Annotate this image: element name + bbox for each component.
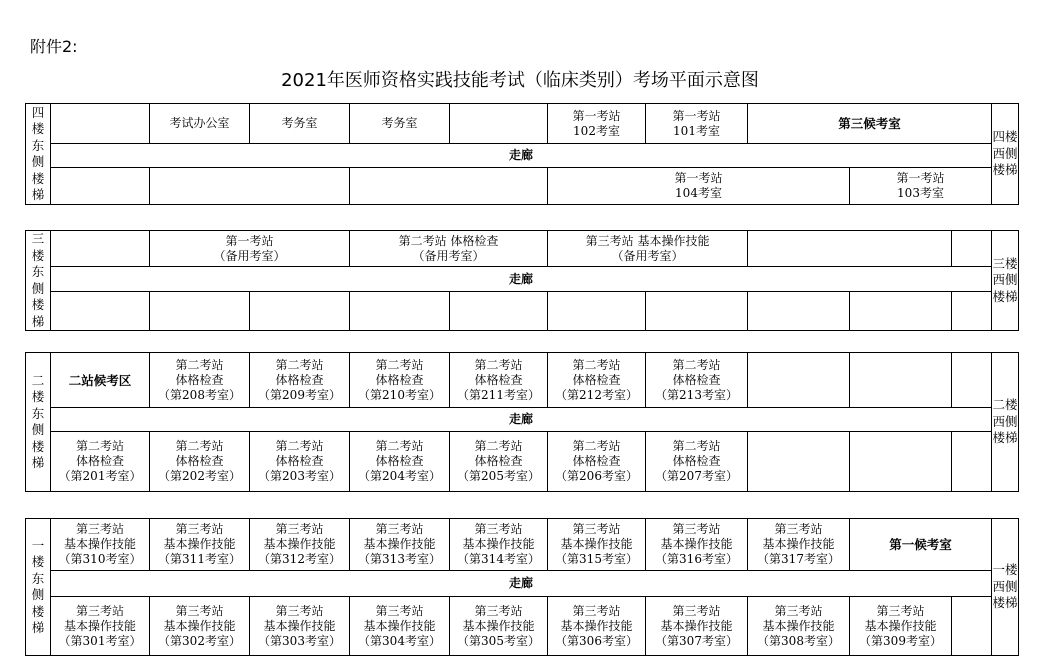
room-312 [250,519,350,571]
room-empty [952,432,992,492]
room-empty [51,104,150,144]
room-206 [548,432,646,492]
room-number: （第211考室） [457,387,540,402]
room-number: （第311考室） [158,552,241,566]
room-213 [646,353,748,408]
room-number: （第212考室） [555,387,638,402]
room-number: （第213考室） [655,387,738,402]
room-empty [548,292,646,331]
subject-label: 体格检查 [474,454,523,468]
room-empty [450,292,548,331]
station-label: 第三考站 [774,603,823,618]
room-empty [952,353,992,408]
room-empty [748,353,850,408]
station-label: 第二考站 [275,357,324,372]
subject-label: 基本操作技能 [560,537,633,551]
room-number: （第302考室） [158,633,241,648]
room-number: （第309考室） [859,633,942,648]
station-label: 第三考站 [474,522,523,536]
room-number: 104考室 [675,186,722,200]
room-207 [646,432,748,492]
room-number: （第201考室） [58,469,142,483]
station-label: 第三考站 [672,522,721,536]
backup-room-station-1 [150,231,350,267]
station-label: 第一考站 [896,171,945,185]
room-307 [646,597,748,656]
subject-label: 基本操作技能 [462,618,535,633]
room-empty [748,292,850,331]
room-303 [250,597,350,656]
room-number: （第316考室） [655,552,738,566]
room-empty [51,168,150,205]
east-stairs-4: 四楼东侧楼梯 [26,104,51,205]
room-empty [51,292,150,331]
west-stairs-1: 一楼西侧楼梯 [992,519,1019,656]
room-empty [748,231,952,267]
room-212 [548,353,646,408]
station-label: 第二考站 [672,439,721,453]
station-label: 第一考站 [672,108,721,123]
room-number: （第303考室） [258,633,341,648]
subject-label: 基本操作技能 [263,618,336,633]
waiting-room-1: 第一候考室 [850,519,992,571]
room-number: （第317考室） [757,552,840,566]
station-label: 第三考站 [876,603,925,618]
room-202 [150,432,250,492]
room-316 [646,519,748,571]
backup-room-station-3 [548,231,748,267]
room-102 [548,104,646,144]
subject-label: 体格检查 [175,372,224,387]
station-label: 第一考站 [572,108,621,123]
station-label: 第三考站 [474,603,523,618]
room-101 [646,104,748,144]
room-number: 101考室 [673,123,720,138]
room-number: （第301考室） [58,633,142,648]
floor-3-plan [25,230,1019,331]
room-number: （第314考室） [457,552,540,566]
room-201 [51,432,150,492]
station-label: 第三考站 [75,522,124,536]
room-number: （第207考室） [655,469,738,483]
room-208 [150,353,250,408]
exam-affairs-room: 考务室 [350,104,450,144]
subject-label: 体格检查 [572,372,621,387]
subject-label: 体格检查 [375,372,424,387]
room-number: （第310考室） [58,552,142,566]
room-304 [350,597,450,656]
room-number: （第315考室） [555,552,638,566]
station-label: 第二考站 [175,439,224,453]
room-205 [450,432,548,492]
corridor: 走廊 [51,571,992,597]
room-empty [850,353,952,408]
station-label: 第三考站 [572,522,621,536]
room-empty [850,432,952,492]
room-number: 103考室 [897,186,944,200]
room-302 [150,597,250,656]
room-number: （第313考室） [358,552,441,566]
room-308 [748,597,850,656]
station-label: 第三考站 [275,522,324,536]
room-number: （第206考室） [555,469,638,483]
room-204 [350,432,450,492]
station-label: 第二考站 [672,357,721,372]
room-number: 102考室 [573,123,620,138]
room-empty [450,104,548,144]
subject-label: 基本操作技能 [762,618,835,633]
room-313 [350,519,450,571]
station-label: 第三考站 [75,603,124,618]
room-empty [952,597,992,656]
room-306 [548,597,646,656]
room-number: （第307考室） [655,633,738,648]
room-number: （第209考室） [258,387,341,402]
subject-label: 基本操作技能 [163,618,236,633]
subject-label: 基本操作技能 [63,618,136,633]
room-209 [250,353,350,408]
subject-label: 体格检查 [275,454,324,468]
station-label: 第三考站 [175,522,224,536]
station-label: 第二考站 [572,357,621,372]
station-label: 第二考站 [375,439,424,453]
room-empty [150,168,350,205]
station-label: 第一考站 [225,233,274,248]
subject-label: 基本操作技能 [864,618,937,633]
subject-label: 体格检查 [175,454,224,468]
west-stairs-2: 二楼西侧楼梯 [992,353,1019,492]
subject-label: 体格检查 [572,454,621,468]
subject-label: 基本操作技能 [762,537,835,551]
room-note: （备用考室） [213,248,286,263]
room-note: （备用考室） [412,248,485,263]
room-number: （第208考室） [158,387,241,402]
attachment-label: 附件2: [30,37,78,56]
room-empty [952,292,992,331]
station-label: 第二考站 [275,439,324,453]
room-314 [450,519,548,571]
room-number: （第205考室） [457,469,540,483]
floor-2-plan [25,352,1019,492]
backup-room-station-2 [350,231,548,267]
room-empty [350,292,450,331]
station-label: 第三考站 [672,603,721,618]
east-stairs-2: 二楼东侧楼梯 [26,353,51,492]
room-number: （第203考室） [258,469,341,483]
room-empty [850,292,952,331]
station-label: 第三考站 [275,603,324,618]
station-label: 第三考站 基本操作技能 [585,233,710,248]
subject-label: 基本操作技能 [363,537,436,551]
room-empty [150,292,250,331]
station-label: 第三考站 [375,522,424,536]
station-label: 第三考站 [375,603,424,618]
room-number: （第305考室） [457,633,540,648]
room-empty [350,168,548,205]
station-label: 第一考站 [674,171,723,185]
station-label: 第二考站 体格检查 [398,233,499,248]
room-number: （第312考室） [258,552,341,566]
subject-label: 基本操作技能 [63,537,136,551]
subject-label: 体格检查 [474,372,523,387]
room-note: （备用考室） [611,248,684,263]
room-empty [250,292,350,331]
room-empty [748,432,850,492]
west-stairs-3: 三楼西侧楼梯 [992,231,1019,331]
station-label: 第三考站 [774,522,823,536]
room-305 [450,597,548,656]
room-317 [748,519,850,571]
subject-label: 体格检查 [275,372,324,387]
room-number: （第308考室） [757,633,840,648]
room-104 [548,168,850,205]
station-label: 第二考站 [474,439,523,453]
room-number: （第306考室） [555,633,638,648]
station-label: 第二考站 [572,439,621,453]
floor-4-plan [25,103,1019,205]
room-301 [51,597,150,656]
room-203 [250,432,350,492]
waiting-room-3: 第三候考室 [748,104,992,144]
east-stairs-1: 一楼东侧楼梯 [26,519,51,656]
room-310 [51,519,150,571]
room-311 [150,519,250,571]
exam-office: 考试办公室 [150,104,250,144]
station-label: 第二考站 [375,357,424,372]
station-label: 第三考站 [175,603,224,618]
room-309 [850,597,952,656]
floor-1-plan [25,518,1019,656]
room-number: （第204考室） [358,469,441,483]
station-label: 第二考站 [175,357,224,372]
subject-label: 基本操作技能 [560,618,633,633]
subject-label: 基本操作技能 [660,537,733,551]
waiting-area-2: 二站候考区 [51,353,150,408]
corridor: 走廊 [51,144,992,168]
room-211 [450,353,548,408]
corridor: 走廊 [51,408,992,432]
room-210 [350,353,450,408]
subject-label: 基本操作技能 [263,537,336,551]
west-stairs-4: 四楼西侧楼梯 [992,104,1019,205]
room-empty [646,292,748,331]
station-label: 第二考站 [75,439,124,453]
corridor: 走廊 [51,267,992,292]
east-stairs-3: 三楼东侧楼梯 [26,231,51,331]
room-number: （第202考室） [158,469,241,483]
subject-label: 基本操作技能 [462,537,535,551]
room-number: （第304考室） [358,633,441,648]
room-empty [51,231,150,267]
subject-label: 基本操作技能 [660,618,733,633]
subject-label: 基本操作技能 [363,618,436,633]
subject-label: 体格检查 [672,372,721,387]
subject-label: 体格检查 [75,454,124,468]
room-number: （第210考室） [358,387,441,402]
room-103 [850,168,992,205]
station-label: 第二考站 [474,357,523,372]
room-empty [952,231,992,267]
exam-affairs-room: 考务室 [250,104,350,144]
page-title: 2021年医师资格实践技能考试（临床类别）考场平面示意图 [281,70,759,91]
subject-label: 体格检查 [375,454,424,468]
room-315 [548,519,646,571]
subject-label: 基本操作技能 [163,537,236,551]
subject-label: 体格检查 [672,454,721,468]
station-label: 第三考站 [572,603,621,618]
